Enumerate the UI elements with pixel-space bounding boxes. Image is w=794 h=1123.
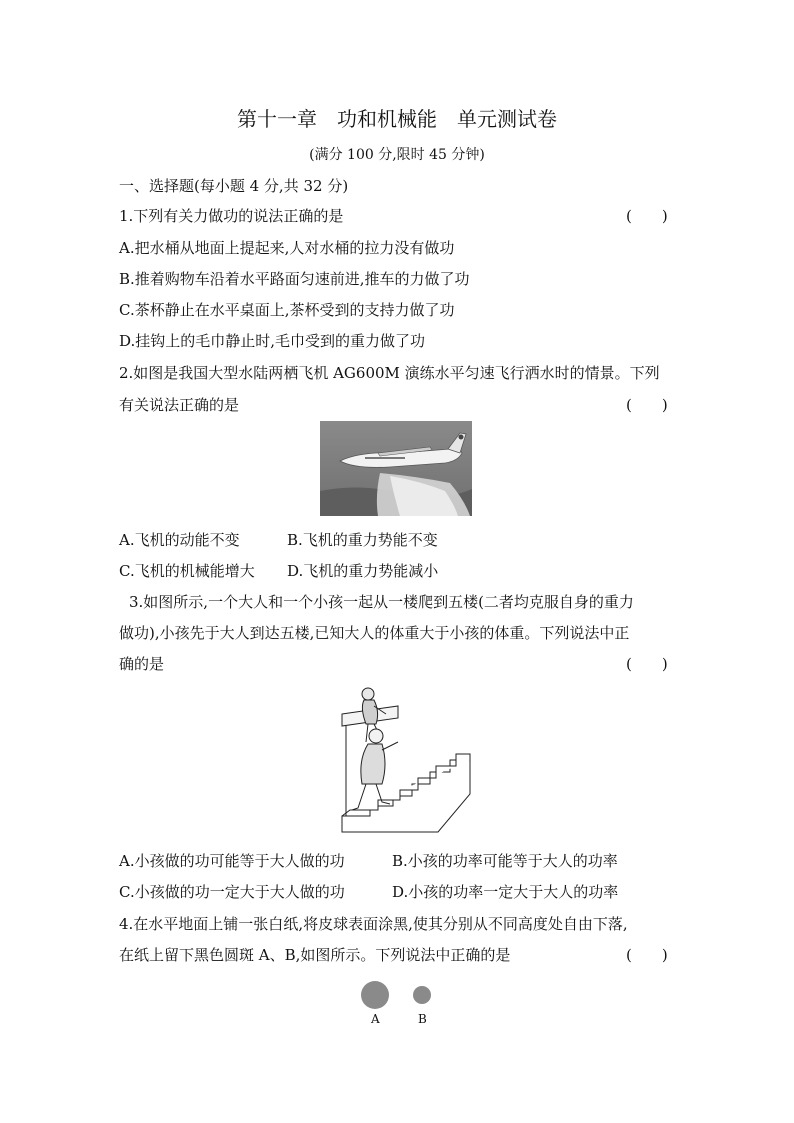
q2-stem-line2: 有关说法正确的是 [119,396,240,414]
seaplane-photo [320,421,472,516]
q3-answer-bracket: ( ) [626,655,668,673]
q1-option-c: C.茶杯静止在水平桌面上,茶杯受到的支持力做了功 [119,301,455,319]
spot-a-label: A [371,1012,380,1026]
spot-b-label: B [418,1012,427,1026]
q1-option-d: D.挂钩上的毛巾静止时,毛巾受到的重力做了功 [119,332,426,350]
page-subtitle: (满分 100 分,限时 45 分钟) [309,147,485,163]
q1-stem: 1.下列有关力做功的说法正确的是 [119,207,344,225]
q3-stem-line2: 做功),小孩先于大人到达五楼,已知大人的体重大于小孩的体重。下列说法中正 [119,624,630,642]
section-heading: 一、选择题(每小题 4 分,共 32 分) [119,177,349,195]
q3-option-d: D.小孩的功率一定大于大人的功率 [392,883,619,901]
q2-option-c: C.飞机的机械能增大 [119,562,255,580]
q1-answer-bracket: ( ) [626,207,668,225]
q3-option-b: B.小孩的功率可能等于大人的功率 [392,852,618,870]
spot-b [413,986,431,1004]
q4-stem-line2: 在纸上留下黑色圆斑 A、B,如图所示。下列说法中正确的是 [119,946,511,964]
q3-option-a: A.小孩做的功可能等于大人做的功 [119,852,345,870]
q3-option-c: C.小孩做的功一定大于大人做的功 [119,883,345,901]
q3-stem-line1: 3.如图所示,一个大人和一个小孩一起从一楼爬到五楼(二者均克服自身的重力 [129,593,634,611]
q2-stem-line1: 2.如图是我国大型水陆两栖飞机 AG600M 演练水平匀速飞行洒水时的情景。下列 [119,364,660,382]
stairs-illustration [338,684,474,836]
q2-option-d: D.飞机的重力势能减小 [287,562,439,580]
q4-answer-bracket: ( ) [626,946,668,964]
spots-figure [355,976,445,1016]
q4-stem-line1: 4.在水平地面上铺一张白纸,将皮球表面涂黑,使其分别从不同高度处自由下落, [119,915,628,933]
q1-option-b: B.推着购物车沿着水平路面匀速前进,推车的力做了功 [119,270,470,288]
q2-answer-bracket: ( ) [626,396,668,414]
page-title: 第十一章 功和机械能 单元测试卷 [237,107,557,131]
q1-option-a: A.把水桶从地面上提起来,人对水桶的拉力没有做功 [119,239,455,257]
q2-option-b: B.飞机的重力势能不变 [287,531,438,549]
spot-a [361,981,389,1009]
q2-option-a: A.飞机的动能不变 [119,531,240,549]
q3-stem-line3: 确的是 [119,655,165,673]
